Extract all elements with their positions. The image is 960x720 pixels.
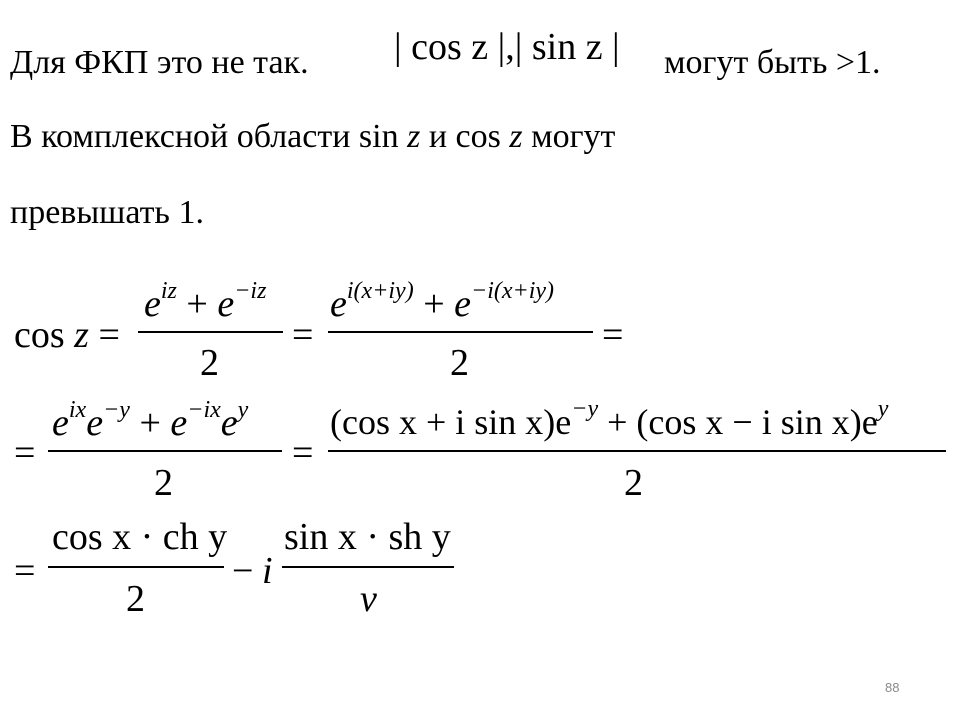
eq1-equals-3: = (602, 314, 624, 356)
eq2-frac1-bar (48, 450, 282, 452)
numerator-part2: + (cos x − i sin x)e (598, 402, 878, 442)
exponent: −y (571, 396, 599, 422)
abs-cos-sin-formula: | cos z |,| sin z | (394, 26, 620, 68)
exponent: i(x+iy) (346, 278, 414, 304)
e-symbol: e (217, 283, 235, 325)
eq1-frac2-den: 2 (450, 342, 469, 384)
line2-var-a: z (407, 118, 421, 155)
eq2-frac1-num (52, 397, 249, 444)
eq3-frac1-bar (48, 566, 224, 568)
line2-text-b: и cos (420, 118, 510, 155)
eq1-frac1-den: 2 (200, 342, 219, 384)
e-symbol: e (220, 402, 238, 444)
eq1-frac1-num (144, 278, 267, 325)
intro-text-right: могут быть >1. (664, 44, 881, 81)
numerator-part1: (cos x + i sin x)e (330, 402, 572, 442)
e-symbol: e (454, 283, 472, 325)
eq2-frac2-den: 2 (624, 462, 643, 504)
e-symbol: e (170, 402, 188, 444)
eq3-frac1-num: cos x · ch y (52, 516, 228, 558)
eq2-equals-2: = (292, 432, 314, 474)
line2-text-a: В комплексной области sin (10, 118, 408, 155)
eq1-equals-2: = (292, 314, 314, 356)
eq1-lhs (14, 316, 120, 354)
e-symbol: e (144, 283, 161, 325)
e-symbol: e (52, 402, 69, 444)
line2-var-b: z (509, 118, 523, 155)
e-symbol: e (330, 283, 347, 325)
eq3-frac2-den: v (360, 578, 377, 620)
eq2-frac2-num (330, 396, 889, 442)
eq3-i: i (262, 550, 273, 592)
eq2-equals-1: = (14, 432, 36, 474)
exponent: y (877, 396, 889, 422)
eq1-frac2-bar (328, 331, 593, 333)
eq3-minus: − (232, 550, 254, 592)
eq3-equals: = (14, 550, 36, 592)
eq1-frac2-num (330, 278, 555, 325)
exponent: ix (68, 397, 87, 423)
eq3-frac2-num: sin x · sh y (284, 516, 451, 558)
eq3-frac1-den: 2 (126, 578, 145, 620)
exponent: −i(x+iy) (471, 278, 555, 304)
exponent: y (237, 397, 249, 423)
eq1-cos: cos (14, 314, 65, 356)
eq3-frac2-bar (282, 566, 454, 568)
line3-text: превышать 1. (10, 194, 204, 231)
page-number: 88 (885, 680, 900, 695)
intro-text-left: Для ФКП это не так. (10, 44, 309, 81)
eq1-equals-1: = (98, 314, 120, 356)
plus: + (139, 402, 161, 444)
exponent: −iz (234, 278, 267, 304)
eq2-frac1-den: 2 (154, 462, 173, 504)
plus: + (423, 283, 445, 325)
exponent: −y (103, 397, 130, 423)
plus: + (186, 283, 208, 325)
eq1-frac1-bar (138, 331, 283, 333)
line2-text (10, 120, 615, 154)
e-symbol: e (86, 402, 104, 444)
line2-text-c: могут (522, 118, 616, 155)
eq2-frac2-bar (328, 450, 946, 452)
eq1-z: z (74, 314, 89, 356)
exponent: −ix (187, 397, 221, 423)
exponent: iz (160, 278, 177, 304)
